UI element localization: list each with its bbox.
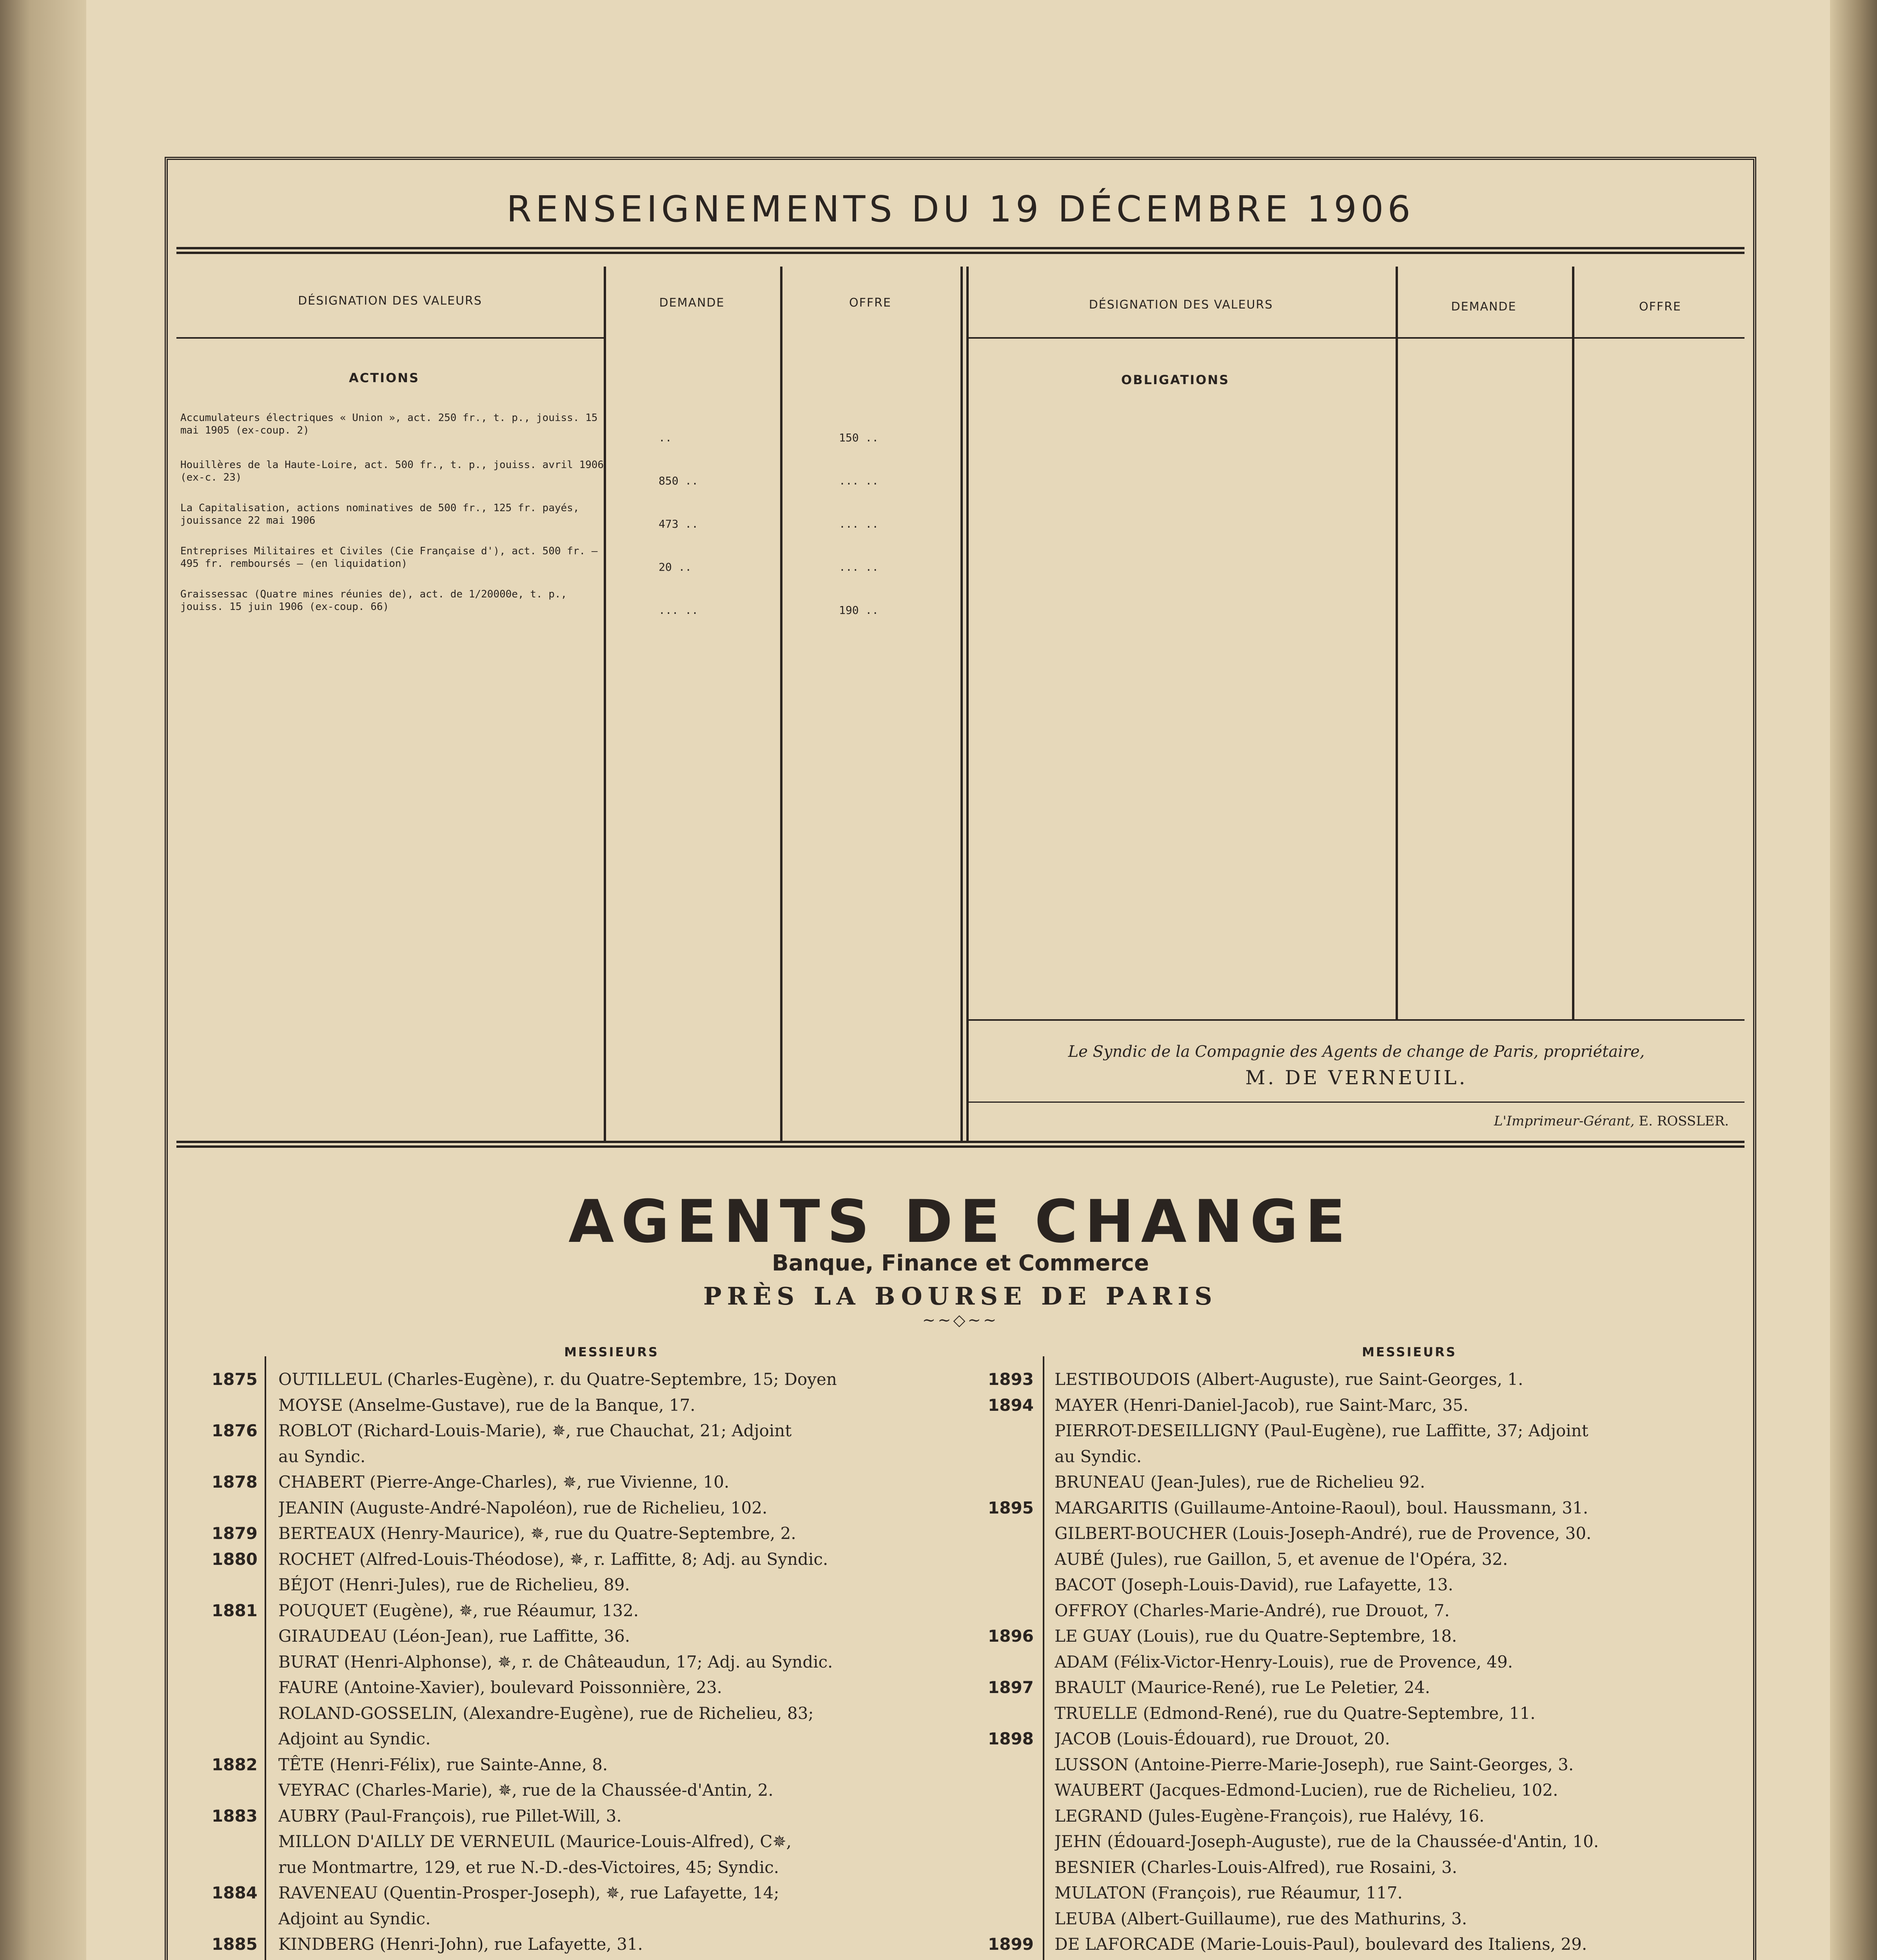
agent-entry: LESTIBOUDOIS (Albert-Auguste), rue Saint-Georges, 1. — [1055, 1370, 1523, 1389]
agent-row — [953, 1803, 1748, 1829]
agent-entry: BURAT (Henri-Alphonse), ✵, r. de Châteaudun, 17; Adj. au Syndic. — [278, 1652, 833, 1671]
agent-row — [176, 1546, 929, 1572]
agent-row — [953, 1495, 1748, 1521]
agents-subtitle: Banque, Finance et Commerce — [772, 1250, 1149, 1276]
action-offre: 150 .. — [839, 431, 879, 444]
syndic-rule — [966, 1019, 1744, 1021]
agent-year: 1898 — [988, 1729, 1034, 1748]
agent-year: 1878 — [212, 1472, 258, 1492]
section-divider — [176, 1141, 1744, 1143]
agent-year: 1897 — [988, 1678, 1034, 1697]
agent-entry: MAYER (Henri-Daniel-Jacob), rue Saint-Marc, 35. — [1055, 1395, 1469, 1415]
header-offre-right: OFFRE — [1639, 300, 1681, 314]
agent-year: 1881 — [212, 1601, 258, 1620]
agent-year — [176, 1700, 278, 1726]
agent-entry — [278, 1957, 929, 1960]
action-item: Houillères de la Haute-Loire, act. 500 fr., t. p., jouiss. avril 1906 (ex-c. 23) — [180, 459, 604, 483]
agent-row — [176, 1623, 929, 1649]
agent-entry: BERTEAUX (Henry-Maurice), ✵, rue du Quatre-Septembre, 2. — [278, 1524, 796, 1543]
imprimeur-name: E. ROSSLER. — [1639, 1113, 1729, 1129]
agent-year: 1884 — [212, 1883, 258, 1902]
agent-row — [176, 1906, 929, 1932]
action-item: Accumulateurs électriques « Union », act. 250 fr., t. p., jouiss. 15 mai 1905 (ex-coup. 2) — [180, 412, 598, 436]
agent-entry: LUSSON (Antoine-Pierre-Marie-Joseph), rue Saint-Georges, 3. — [1055, 1755, 1574, 1774]
action-item: Graissessac (Quatre mines réunies de), act. de 1/20000e, t. p., jouiss. 15 juin 1906 (ex-coup. 66) — [180, 588, 567, 613]
agent-entry: DE LAFORCADE (Marie-Louis-Paul), boulevard des Italiens, 29. — [1055, 1935, 1587, 1954]
action-offre: ... .. — [839, 474, 879, 487]
header-designation-right: DÉSIGNATION DES VALEURS — [1089, 298, 1273, 312]
agent-row — [953, 1700, 1748, 1726]
agent-row — [176, 1803, 929, 1829]
agent-year — [176, 1649, 278, 1675]
agent-year: 1880 — [212, 1549, 258, 1569]
agent-entry: JEHN (Édouard-Joseph-Auguste), rue de la Chaussée-d'Antin, 10. — [1055, 1832, 1599, 1851]
agent-year — [176, 1675, 278, 1700]
column-rule — [966, 267, 969, 1141]
agent-year: 1882 — [212, 1755, 258, 1774]
agent-row — [953, 1444, 1748, 1470]
renseignements-section — [169, 161, 1752, 1149]
agent-year — [953, 1855, 1055, 1880]
agent-entry: BACOT (Joseph-Louis-David), rue Lafayette, 13. — [1055, 1575, 1453, 1594]
agent-row — [953, 1367, 1748, 1392]
agent-row — [176, 1726, 929, 1752]
agent-row — [953, 1957, 1748, 1960]
agent-row — [176, 1649, 929, 1675]
action-offre: 190 .. — [839, 604, 879, 617]
agent-year — [953, 1957, 1055, 1960]
agent-year: 1876 — [212, 1421, 258, 1440]
divider — [176, 252, 1744, 254]
agent-row — [176, 1444, 929, 1470]
agent-entry: LE GUAY (Louis), rue du Quatre-Septembre, 18. — [1055, 1626, 1457, 1646]
agent-entry: KINDBERG (Henri-John), rue Lafayette, 31. — [278, 1935, 643, 1954]
agent-entry: CHABERT (Pierre-Ange-Charles), ✵, rue Vivienne, 10. — [278, 1472, 730, 1492]
agent-row — [176, 1700, 929, 1726]
agent-row — [176, 1957, 929, 1960]
column-rule — [780, 267, 782, 1141]
agent-year — [176, 1906, 278, 1932]
agent-year: 1899 — [988, 1935, 1034, 1954]
agent-row — [953, 1598, 1748, 1624]
agent-row — [953, 1546, 1748, 1572]
agent-row — [176, 1752, 929, 1778]
agent-entry: ROBLOT (Richard-Louis-Marie), ✵, rue Chauchat, 21; Adjoint — [278, 1421, 792, 1440]
agent-entry: ADAM (Félix-Victor-Henry-Louis), rue de Provence, 49. — [1055, 1652, 1513, 1671]
agent-year — [953, 1418, 1055, 1444]
divider — [176, 247, 1744, 249]
agent-year — [176, 1829, 278, 1855]
agent-entry: GILBERT-BOUCHER (Louis-Joseph-André), rue de Provence, 30. — [1055, 1524, 1592, 1543]
column-rule — [1396, 267, 1398, 1019]
action-demande: .. — [659, 431, 672, 444]
agent-row — [176, 1880, 929, 1906]
agent-year — [953, 1649, 1055, 1675]
agent-year — [176, 1623, 278, 1649]
agent-entry: RAVENEAU (Quentin-Prosper-Joseph), ✵, rue Lafayette, 14; — [278, 1883, 779, 1902]
agent-year — [953, 1752, 1055, 1778]
agent-entry: PIERROT-DESEILLIGNY (Paul-Eugène), rue Laffitte, 37; Adjoint — [1055, 1421, 1588, 1440]
header-demande-left: DEMANDE — [659, 296, 725, 310]
agent-row — [953, 1392, 1748, 1418]
agent-entry: FAURE (Antoine-Xavier), boulevard Poissonnière, 23. — [278, 1678, 722, 1697]
agent-entry: BÉJOT (Henri-Jules), rue de Richelieu, 89. — [278, 1575, 630, 1594]
imprimeur-line — [968, 1113, 1729, 1129]
agent-entry: GIRAUDEAU (Léon-Jean), rue Laffitte, 36. — [278, 1626, 630, 1646]
agent-entry: WAUBERT (Jacques-Edmond-Lucien), rue de Richelieu, 102. — [1055, 1780, 1558, 1800]
agent-year — [953, 1777, 1055, 1803]
column-rule — [1572, 267, 1574, 1019]
column-rule — [960, 267, 963, 1141]
agent-row — [953, 1855, 1748, 1880]
agent-row — [953, 1726, 1748, 1752]
agent-year — [953, 1906, 1055, 1932]
agent-entry: AUBRY (Paul-François), rue Pillet-Will, 3. — [278, 1806, 622, 1826]
agent-year — [953, 1572, 1055, 1598]
agent-row — [953, 1623, 1748, 1649]
agent-year — [176, 1777, 278, 1803]
agent-entry: LEGRAND (Jules-Eugène-François), rue Halévy, 16. — [1055, 1806, 1485, 1826]
obligations-label: OBLIGATIONS — [1121, 372, 1230, 387]
agent-entry: au Syndic. — [278, 1446, 366, 1466]
action-item: La Capitalisation, actions nominatives de 500 fr., 125 fr. payés, jouissance 22 mai 1906 — [180, 502, 579, 526]
messieurs-heading: MESSIEURS — [1362, 1345, 1457, 1359]
agent-entry: LEUBA (Albert-Guillaume), rue des Mathurins, 3. — [1055, 1909, 1467, 1928]
header-offre-left: OFFRE — [849, 296, 891, 310]
agent-year — [176, 1726, 278, 1752]
agent-row — [953, 1829, 1748, 1855]
imprimeur-rule — [966, 1102, 1744, 1103]
agent-row — [176, 1392, 929, 1418]
agent-row — [953, 1880, 1748, 1906]
agent-entry: JEANIN (Auguste-André-Napoléon), rue de Richelieu, 102. — [278, 1498, 768, 1517]
agent-row — [953, 1418, 1748, 1444]
agent-entry: ROCHET (Alfred-Louis-Théodose), ✵, r. Laffitte, 8; Adj. au Syndic. — [278, 1549, 828, 1569]
action-item: Entreprises Militaires et Civiles (Cie Française d'), act. 500 fr. — 495 fr. remboursés — (en liquidation) — [180, 545, 598, 570]
agent-year — [953, 1829, 1055, 1855]
agent-year — [953, 1444, 1055, 1470]
agent-year — [953, 1469, 1055, 1495]
agent-year: 1893 — [988, 1370, 1034, 1389]
agent-year — [176, 1855, 278, 1880]
syndic-line: Le Syndic de la Compagnie des Agents de change de Paris, propriétaire, — [1068, 1043, 1645, 1061]
agent-entry: MILLON D'AILLY DE VERNEUIL (Maurice-Louis-Alfred), C✵, — [278, 1832, 792, 1851]
agent-row — [176, 1572, 929, 1598]
agent-year — [953, 1598, 1055, 1624]
agent-row — [176, 1469, 929, 1495]
agent-year — [953, 1803, 1055, 1829]
agent-year: 1883 — [212, 1806, 258, 1826]
actions-label: ACTIONS — [349, 370, 420, 385]
imprimeur-label: L'Imprimeur-Gérant, — [1494, 1113, 1635, 1129]
column-rule — [604, 267, 606, 1141]
agent-year: 1885 — [212, 1935, 258, 1954]
agents-subtitle-bourse: PRÈS LA BOURSE DE PARIS — [703, 1282, 1218, 1310]
agent-year — [176, 1495, 278, 1521]
book-binding — [0, 0, 86, 1960]
agent-entry: Adjoint au Syndic. — [278, 1909, 431, 1928]
agent-year — [176, 1392, 278, 1418]
action-demande: ... .. — [659, 604, 699, 617]
agent-year: 1875 — [212, 1370, 258, 1389]
agent-entry: OFFROY (Charles-Marie-André), rue Drouot, 7. — [1055, 1601, 1450, 1620]
agent-entry: MULATON (François), rue Réaumur, 117. — [1055, 1883, 1403, 1902]
agent-row — [176, 1675, 929, 1700]
agent-entry: BRUNEAU (Jean-Jules), rue de Richelieu 92. — [1055, 1472, 1425, 1492]
renseignements-title: RENSEIGNEMENTS DU 19 DÉCEMBRE 1906 — [506, 188, 1414, 230]
agent-row — [176, 1418, 929, 1444]
agents-title: AGENTS DE CHANGE — [568, 1188, 1352, 1256]
agent-row — [953, 1572, 1748, 1598]
agent-year: 1894 — [988, 1395, 1034, 1415]
action-offre: ... .. — [839, 517, 879, 530]
action-offre: ... .. — [839, 561, 879, 573]
messieurs-heading: MESSIEURS — [564, 1345, 659, 1359]
action-demande: 850 .. — [659, 474, 699, 487]
agent-year: 1895 — [988, 1498, 1034, 1517]
agent-entry: JACOB (Louis-Édouard), rue Drouot, 20. — [1055, 1729, 1390, 1748]
header-rule — [176, 337, 604, 339]
agents-right-column — [953, 1345, 1748, 1960]
header-rule — [966, 337, 1744, 339]
agent-year — [953, 1546, 1055, 1572]
agent-row — [953, 1906, 1748, 1932]
agent-row — [176, 1931, 929, 1957]
agent-year — [953, 1880, 1055, 1906]
agent-entry: OUTILLEUL (Charles-Eugène), r. du Quatre-Septembre, 15; Doyen — [278, 1370, 837, 1389]
agent-entry: VEYRAC (Charles-Marie), ✵, rue de la Chaussée-d'Antin, 2. — [278, 1780, 773, 1800]
agent-row — [953, 1521, 1748, 1546]
action-demande: 473 .. — [659, 517, 699, 530]
agent-entry: MOYSE (Anselme-Gustave), rue de la Banque, 17. — [278, 1395, 695, 1415]
agent-entry: TÊTE (Henri-Félix), rue Sainte-Anne, 8. — [278, 1755, 608, 1774]
agent-year — [953, 1521, 1055, 1546]
agent-entry: rue Montmartre, 129, et rue N.-D.-des-Victoires, 45; Syndic. — [278, 1857, 779, 1877]
header-demande-right: DEMANDE — [1451, 300, 1517, 314]
agent-row — [953, 1931, 1748, 1957]
agent-row — [176, 1495, 929, 1521]
agent-entry: ROLAND-GOSSELIN, (Alexandre-Eugène), rue de Richelieu, 83; — [278, 1703, 814, 1723]
agent-row — [176, 1521, 929, 1546]
agent-year: 1879 — [212, 1524, 258, 1543]
agent-row — [176, 1855, 929, 1880]
header-designation-left: DÉSIGNATION DES VALEURS — [298, 294, 482, 308]
agent-entry: AUBÉ (Jules), rue Gaillon, 5, et avenue de l'Opéra, 32. — [1055, 1549, 1508, 1569]
page-edge — [1830, 0, 1877, 1960]
agent-entry: BRAULT (Maurice-René), rue Le Peletier, 24. — [1055, 1678, 1430, 1697]
ornament: ~~◇~~ — [922, 1311, 999, 1329]
action-demande: 20 .. — [659, 561, 692, 573]
agent-entry: BESNIER (Charles-Louis-Alfred), rue Rosaini, 3. — [1055, 1857, 1458, 1877]
agent-year — [176, 1444, 278, 1470]
agent-entry — [1055, 1957, 1748, 1960]
agent-row — [953, 1777, 1748, 1803]
agent-entry: au Syndic. — [1055, 1446, 1142, 1466]
agent-row — [953, 1675, 1748, 1700]
agent-year — [176, 1572, 278, 1598]
agent-row — [953, 1649, 1748, 1675]
agent-row — [176, 1777, 929, 1803]
agent-row — [953, 1752, 1748, 1778]
agent-year: 1896 — [988, 1626, 1034, 1646]
agent-year — [953, 1700, 1055, 1726]
syndic-name: M. DE VERNEUIL. — [1245, 1066, 1468, 1089]
agent-entry: MARGARITIS (Guillaume-Antoine-Raoul), boul. Haussmann, 31. — [1055, 1498, 1588, 1517]
agents-section — [169, 1152, 1752, 1960]
agent-row — [176, 1367, 929, 1392]
agent-row — [176, 1829, 929, 1855]
agent-entry: TRUELLE (Edmond-René), rue du Quatre-Septembre, 11. — [1055, 1703, 1536, 1723]
agent-row — [953, 1469, 1748, 1495]
agent-entry: POUQUET (Eugène), ✵, rue Réaumur, 132. — [278, 1601, 639, 1620]
agent-entry: Adjoint au Syndic. — [278, 1729, 431, 1748]
agents-left-column — [176, 1345, 929, 1960]
section-divider — [176, 1145, 1744, 1148]
agent-year — [176, 1957, 278, 1960]
agent-row — [176, 1598, 929, 1624]
